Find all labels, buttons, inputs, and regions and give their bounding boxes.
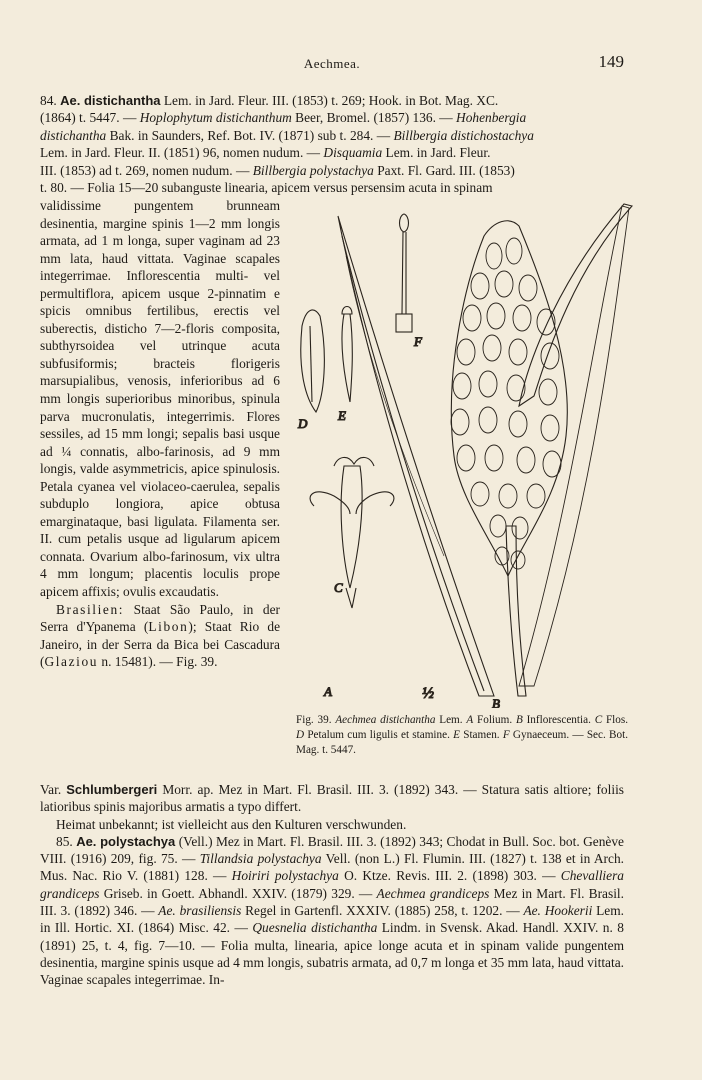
citation: Lem. in Ill. Hortic. XI. (1864) Misc. 42. —	[40, 903, 624, 936]
description-text: validissime pungentem brunneam desinentia, margine spinis 1—2 mm longis armata, ad 1 m longa, super vaginam ad 23 mm lata, haud vittata. Vaginae scapales integerrimae. Inflorescentia multi- vel permultiflora, apicem usque 2-pinnatim e spicis omnibus fertilibus, erectis vel suberectis, disticho 7—2-floris composita, subthyrsoidea vel utrinque acuta subfusiformis; bracteis florigeris marsupialibus, venosis, inferioribus ad 6 mm longis superioribus minoribus, spinula parva mucronulatis, integerrimis. Flores sessiles, ad 15 mm longi; sepalis basi usque ad ¼ connatis, albo-farinosis, ad 9 mm longis, valde asymmetricis, apice spinulosis. Petala cyanea vel violaceo-caerulea, sepalis subduplo longiora, apice obtusa emarginataque, basi ligulata. Filamenta ser. II. cum petalis usque ad ligularum apicem connata. Ovarium albo-farinosum, vix ultra 4 mm longum; placentis loculis prope apicem affixis; ovulis excaudatis.	[40, 198, 280, 600]
variety-prefix: Var.	[40, 782, 67, 797]
collector-name: Libon	[148, 619, 189, 635]
citation: Vell. (non L.) Fl. Flumin. III. (1827) t. 138 et in Arch. Mus. Nac. Rio V. (1881) 128. —	[40, 851, 624, 884]
variety-paragraph	[40, 781, 624, 816]
caption-text: Lem.	[435, 714, 467, 726]
caption-key: F	[502, 729, 510, 741]
flower-drawing	[310, 457, 394, 608]
entry-number: 84.	[40, 93, 57, 108]
synonym: Ae. Hookerii	[523, 903, 593, 919]
citation: (Vell.) Mez in Mart. Fl. Brasil. III. 3. (1892) 343; Chodat in Bull. Soc. bot. Genève VIII. (1916) 209, fig. 75. —	[40, 833, 624, 867]
synonym: Hohenbergia	[456, 110, 527, 126]
petal-drawing	[301, 310, 325, 412]
citation: Lem. in Jard. Fleur. III. (1853) t. 269; Hook. in Bot. Mag. XC.	[160, 93, 499, 108]
text-line	[40, 92, 624, 109]
label-f: F	[414, 334, 422, 349]
leaf-drawing	[338, 204, 632, 696]
stamen-drawing	[342, 307, 352, 403]
species-name: Ae. polystachya	[76, 833, 176, 849]
citation: Lem. in Jard. Fleur. II. (1851) 96, nomen nudum. —	[40, 145, 324, 161]
label-b: B	[492, 696, 500, 708]
caption-key: A	[466, 714, 474, 726]
synonym: Billbergia distichostachya	[393, 127, 534, 143]
description-column	[40, 197, 280, 671]
distribution: n. 15481). — Fig. 39.	[98, 654, 218, 670]
citation: Mez in Mart. Fl. Brasil. III. 3. (1892) 346. —	[40, 885, 624, 919]
label-e: E	[338, 408, 346, 423]
figure-caption	[296, 713, 628, 758]
distribution-text	[40, 601, 280, 671]
caption-text: Petalum cum ligulis et stamine.	[304, 729, 454, 741]
running-head: Aechmea.	[303, 56, 361, 71]
lower-text	[40, 781, 624, 989]
text-line	[40, 109, 624, 126]
synonym: Disquamia	[323, 145, 383, 161]
caption-text: Folium.	[473, 714, 516, 726]
caption-text: Inflorescentia.	[522, 714, 595, 726]
inflorescence-drawing	[451, 221, 567, 696]
synonym: Chevalliera grandiceps	[40, 868, 624, 901]
citation: Bak. in Saunders, Ref. Bot. IV. (1871) sub t. 284. —	[106, 127, 394, 143]
region-label: Brasilien:	[56, 601, 125, 617]
variety-name: Schlumbergeri	[66, 782, 158, 797]
synonym: Ae. brasiliensis	[158, 903, 242, 919]
synonym: Hoiriri polystachya	[231, 868, 339, 884]
citation: Regel in Gartenfl. XXXIV. (1885) 258, t. 1202. —	[241, 903, 524, 919]
caption-text: Stamen.	[459, 729, 503, 741]
page-header	[40, 52, 624, 74]
synonym: Aechmea grandiceps	[376, 885, 490, 901]
citation: Beer, Bromel. (1857) 136. —	[291, 110, 457, 126]
synonym: Billbergia polystachya	[252, 162, 374, 178]
citation: Paxt. Fl. Gard. III. (1853)	[373, 162, 515, 178]
caption-text: Gynaeceum. — Sec. Bot. Mag. t. 5447.	[296, 729, 628, 756]
caption-text: Flos.	[602, 714, 629, 726]
caption-fig: Fig. 39.	[296, 714, 332, 726]
botanical-figure	[294, 196, 634, 708]
label-c: C	[334, 580, 343, 595]
synonym: distichantha	[40, 127, 107, 143]
entry-84-heading	[40, 92, 624, 196]
citation: (1864) t. 5447. —	[40, 110, 140, 126]
citation: Griseb. in Goett. Abhandl. XXIV. (1879) 329. —	[99, 885, 377, 901]
synonym: Tillandsia polystachya	[199, 851, 322, 867]
label-d: D	[298, 416, 308, 431]
caption-species: Aechmea distichantha	[335, 714, 436, 726]
text-line	[40, 144, 624, 161]
caption-key: B	[515, 714, 523, 726]
caption-key: D	[296, 729, 305, 741]
text-line	[40, 127, 624, 144]
gynaeceum-drawing	[396, 214, 412, 332]
citation: Lindm. in Svensk. Akad. Handl. XXIV. n. 8 (1891) 25, t. 4, fig. 7—10. — Folia multa, linearia, apice longe acuta et in spinam valide pungentem desinentia, margine spinis usque ad 4 mm longis, subatris armata, ad 0,7 m longa et 35 mm lata, haud vittata. Vaginae scapales integerrimae. In-	[40, 920, 624, 988]
synonym: Hoplophytum distichanthum	[139, 110, 292, 126]
text-line: t. 80. — Folia 15—20 subanguste linearia, apicem versus persensim acuta in spinam	[40, 180, 493, 196]
citation: III. (1853) ad t. 269, nomen nudum. —	[40, 162, 253, 178]
synonym: Quesnelia distichantha	[252, 920, 378, 936]
page-number: 149	[598, 52, 624, 71]
caption-key: C	[594, 714, 603, 726]
species-name: Ae. distichantha	[60, 93, 161, 108]
text-line	[40, 162, 624, 179]
label-a: A	[324, 684, 332, 699]
collector-name: Glaziou	[44, 654, 99, 670]
distribution: ); Staat Rio de Janeiro, in der Serra da Bica bei Cascadura (	[40, 619, 281, 670]
scale-label: ½	[422, 685, 434, 702]
caption-key: E	[453, 729, 460, 741]
variety-habitat: Heimat unbekannt; ist vielleicht aus den Kulturen verschwunden.	[56, 816, 407, 832]
entry-85-paragraph	[40, 833, 624, 989]
distribution: Staat São Paulo, in der Serra d'Ypanema (	[40, 601, 280, 635]
entry-number: 85.	[56, 833, 73, 849]
citation: Lem. in Jard. Fleur.	[382, 145, 491, 161]
variety-text: Morr. ap. Mez in Mart. Fl. Brasil. III. 3. (1892) 343. — Statura satis altiore; foliis latioribus spinis majoribus armatis a typo differt.	[40, 782, 625, 815]
citation: O. Ktze. Revis. III. 2. (1898) 303. —	[338, 868, 561, 884]
